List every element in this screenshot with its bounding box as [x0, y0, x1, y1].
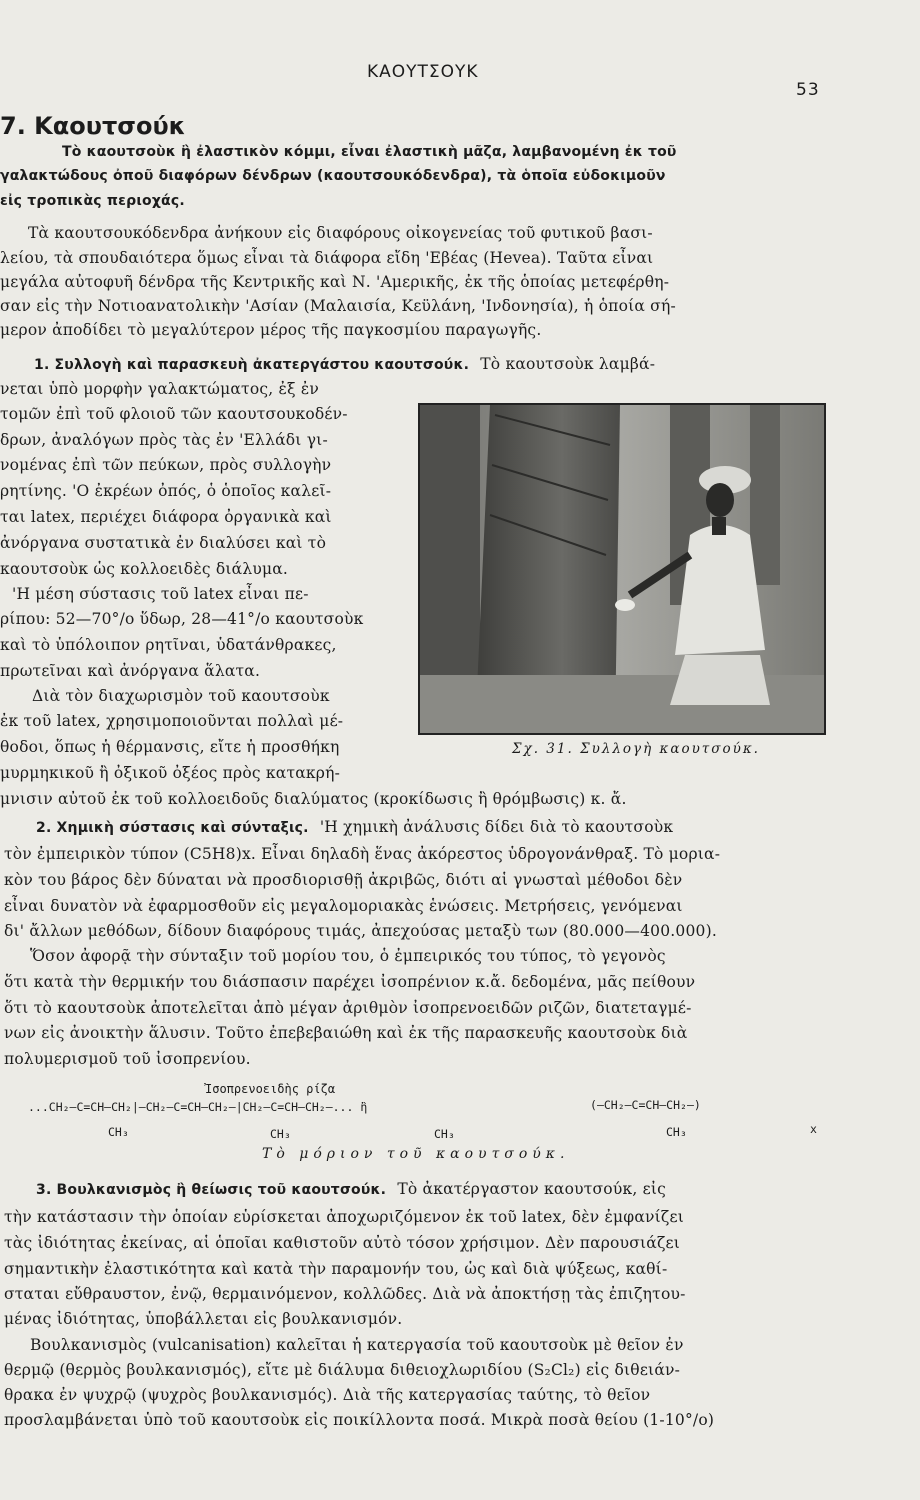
section1-line: μνισιν αὐτοῦ ἐκ τοῦ κολλοειδοῦς διαλύματος (κροκίδωσις ἢ θρόμβωσις) κ. ἄ.	[0, 790, 627, 808]
section3-line: μένας ἰδιότητας, ὑποβάλλεται εἰς βουλκανισμόν.	[4, 1310, 403, 1328]
section2-line: Ὅσον ἀφορᾷ τὴν σύνταξιν τοῦ μορίου του, ὁ ἐμπειρικός του τύπος, τὸ γεγονὸς	[30, 947, 666, 965]
latex-collection-photo	[418, 403, 826, 735]
section3-line: σημαντικὴν ἐλαστικότητα καὶ κατὰ τὴν παραμονήν του, ὡς καὶ διὰ ψύξεως, καθί-	[4, 1260, 668, 1278]
section2-line: τὸν ἐμπειρικὸν τύπον (C5H8)x. Εἶναι δηλαδὴ ἕνας ἀκόρεστος ὑδρογονάνθραξ. Τὸ μορια-	[4, 845, 721, 863]
formula-methyl-2: CH₃	[270, 1127, 291, 1141]
section2-heading: 2. Χημικὴ σύστασις καὶ σύνταξις.	[36, 820, 309, 836]
intro-line-4: Τὰ καουτσουκόδενδρα ἀνήκουν εἰς διαφόρους οἰκογενείας τοῦ φυτικοῦ βασι-	[28, 224, 653, 242]
section3-line: τὰς ἰδιότητας ἐκείνας, αἱ ὁποῖαι καθιστοῦν αὐτὸ τόσον χρήσιμον. Δὲν παρουσιάζει	[4, 1234, 681, 1252]
formula-label: Ἰσοπρενοειδὴς ρίζα	[205, 1082, 336, 1096]
section1-line: ἐκ τοῦ latex, χρησιμοποιοῦνται πολλαὶ μέ-	[0, 712, 344, 730]
section3-heading-row	[36, 1180, 666, 1198]
section1-line: ρητίνης. 'Ο ἐκρέων ὀπός, ὁ ὁποῖος καλεῖ-	[0, 482, 332, 500]
section1-line: δρων, ἀναλόγων πρὸς τὰς ἐν 'Ελλάδι γι-	[0, 431, 328, 449]
section1-line: ται latex, περιέχει διάφορα ὀργανικὰ καὶ	[0, 508, 332, 526]
section2-line: ὅτι τὸ καουτσοὺκ ἀποτελεῖται ἀπὸ μέγαν ἀριθμὸν ἰσοπρενοειδῶν ριζῶν, διατεταγμέ-	[4, 999, 692, 1017]
photo-illustration	[420, 405, 824, 733]
section1-line: μυρμηκικοῦ ἢ ὀξικοῦ ὀξέος πρὸς κατακρή-	[0, 764, 341, 782]
formula-methyl-3: CH₃	[434, 1127, 455, 1141]
formula-alt-chain: —CH₂—C=CH—CH₂—	[596, 1098, 694, 1112]
formula-subscript-x: x	[810, 1122, 817, 1136]
section1-line: πρωτεῖναι καὶ ἀνόργανα ἅλατα.	[0, 662, 261, 680]
section1-heading-tail: Τὸ καουτσοὺκ λαμβά-	[480, 355, 656, 373]
section2-line: πολυμερισμοῦ τοῦ ἰσοπρενίου.	[4, 1050, 251, 1068]
section1-heading-row	[34, 355, 655, 373]
formula-methyl-1: CH₃	[108, 1125, 129, 1139]
section3-line: Βουλκανισμὸς (vulcanisation) καλεῖται ἡ κατεργασία τοῦ καουτσοὺκ μὲ θεῖον ἐν	[30, 1336, 684, 1354]
intro-line-5: λείου, τὰ σπουδαιότερα ὅμως εἶναι τὰ διάφορα εἴδη 'Εβέας (Hevea). Ταῦτα εἶναι	[0, 249, 654, 267]
section1-line: θοδοι, ὅπως ἡ θέρμανσις, εἴτε ἡ προσθήκη	[0, 738, 340, 756]
section2-line: κὸν του βάρος δὲν δύναται νὰ προσδιορισθῇ ἀκριβῶς, διότι αἱ γνωσταὶ μέθοδοι δὲν	[4, 871, 683, 889]
figure-caption: Σχ. 31. Συλλογὴ καουτσούκ.	[512, 741, 760, 757]
intro-line-6: μεγάλα αὐτοφυῆ δένδρα τῆς Κεντρικῆς καὶ Ν. 'Αμερικῆς, ἐκ τῆς ὁποίας μετεφέρθη-	[0, 273, 670, 291]
section3-line: θρακα ἐν ψυχρῷ (ψυχρὸς βουλκανισμός). Διὰ τῆς κατεργασίας ταύτης, τὸ θεῖον	[4, 1386, 651, 1404]
formula-line: ...CH₂—C=CH—CH₂|—CH₂—C=CH—CH₂—|CH₂—C=CH—CH₂—... ἢ	[28, 1100, 368, 1114]
section1-line: καουτσοὺκ ὡς κολλοειδὲς διάλυμα.	[0, 560, 289, 578]
section2-line: νων εἰς ἀνοικτὴν ἅλυσιν. Τοῦτο ἐπεβεβαιώθη καὶ ἐκ τῆς παρασκευῆς καουτσοὺκ διὰ	[4, 1024, 688, 1042]
section1-heading: 1. Συλλογὴ καὶ παρασκευὴ ἀκατεργάστου καουτσούκ.	[34, 357, 470, 373]
section2-heading-tail: 'Η χημικὴ ἀνάλυσις δίδει διὰ τὸ καουτσοὺκ	[319, 818, 674, 836]
section1-line: 'Η μέση σύστασις τοῦ latex εἶναι πε-	[12, 585, 309, 603]
intro-line-2: γαλακτώδους ὀποῦ διαφόρων δένδρων (καουτσουκόδενδρα), τὰ ὁποῖα εὐδοκιμοῦν	[0, 168, 666, 184]
section2-heading-row	[36, 818, 673, 836]
section3-line: σταται εὔθραυστον, ἐνῷ, θερμαινόμενον, κολλῶδες. Διὰ νὰ ἀποκτήσῃ τὰς ἐπιζητου-	[4, 1285, 686, 1303]
section3-heading-tail: Τὸ ἀκατέργαστον καουτσούκ, εἰς	[397, 1180, 666, 1198]
section2-line: δι' ἄλλων μεθόδων, δίδουν διαφόρους τιμάς, ἀπεχούσας μεταξὺ των (80.000—400.000).	[4, 922, 717, 940]
formula-methyl-4: CH₃	[666, 1125, 687, 1139]
section2-line: ὅτι κατὰ τὴν θερμικήν του διάσπασιν παρέχει ἰσοπρένιον κ.ἄ. δεδομένα, μᾶς πείθουν	[4, 973, 696, 991]
intro-line-7: σαν εἰς τὴν Νοτιοανατολικὴν 'Ασίαν (Μαλαισία, Κεϋλάνη, 'Ινδονησία), ἡ ὁποία σή-	[0, 297, 676, 315]
formula-open-paren: (	[590, 1098, 597, 1112]
intro-line-8: μερον ἀποδίδει τὸ μεγαλύτερον μέρος τῆς παγκοσμίου παραγωγῆς.	[0, 321, 542, 339]
chapter-title: 7. Καουτσούκ	[0, 112, 186, 140]
section1-line: νεται ὑπὸ μορφὴν γαλακτώματος, ἐξ ἐν	[0, 380, 320, 398]
section1-line: ρίπου: 52—70°/ο ὕδωρ, 28—41°/ο καουτσοὺκ	[0, 610, 364, 628]
formula-caption: Τὸ μόριον τοῦ καουτσούκ.	[262, 1146, 570, 1162]
section3-line: προσλαμβάνεται ὑπὸ τοῦ καουτσοὺκ εἰς ποικίλλοντα ποσά. Μικρὰ ποσὰ θείου (1-10°/ο)	[4, 1411, 715, 1429]
intro-line-1: Τὸ καουτσοὺκ ἢ ἐλαστικὸν κόμμι, εἶναι ἐλαστικὴ μᾶζα, λαμβανομένη ἐκ τοῦ	[62, 144, 677, 160]
section3-line: τὴν κατάστασιν τὴν ὁποίαν εὑρίσκεται ἀποχωριζόμενον ἐκ τοῦ latex, δὲν ἐμφανίζει	[4, 1208, 685, 1226]
formula-alt	[590, 1098, 701, 1112]
section3-heading: 3. Βουλκανισμὸς ἢ θείωσις τοῦ καουτσούκ.	[36, 1182, 387, 1198]
section3-line: θερμῷ (θερμὸς βουλκανισμός), εἴτε μὲ διάλυμα διθειοχλωριδίου (S₂Cl₂) εἰς διθειάν-	[4, 1361, 681, 1379]
section2-line: εἶναι δυνατὸν νὰ ἐφαρμοσθοῦν εἰς μεγαλομοριακὰς ἑνώσεις. Μετρήσεις, γενόμεναι	[4, 897, 683, 915]
running-title: ΚΑΟΥΤΣΟΥΚ	[367, 62, 479, 82]
section1-line: Διὰ τὸν διαχωρισμὸν τοῦ καουτσοὺκ	[32, 687, 330, 705]
intro-line-3: εἰς τροπικὰς περιοχάς.	[0, 193, 185, 209]
section1-line: ἀνόργανα συστατικὰ ἐν διαλύσει καὶ τὸ	[0, 534, 327, 552]
section1-line: τομῶν ἐπὶ τοῦ φλοιοῦ τῶν καουτσουκοδέν-	[0, 405, 348, 423]
formula-close-paren: )	[693, 1098, 701, 1112]
section1-line: νομένας ἐπὶ τῶν πεύκων, πρὸς συλλογὴν	[0, 456, 332, 474]
page-number: 53	[796, 80, 820, 100]
section1-line: καὶ τὸ ὑπόλοιπον ρητῖναι, ὑδατάνθρακες,	[0, 636, 337, 654]
